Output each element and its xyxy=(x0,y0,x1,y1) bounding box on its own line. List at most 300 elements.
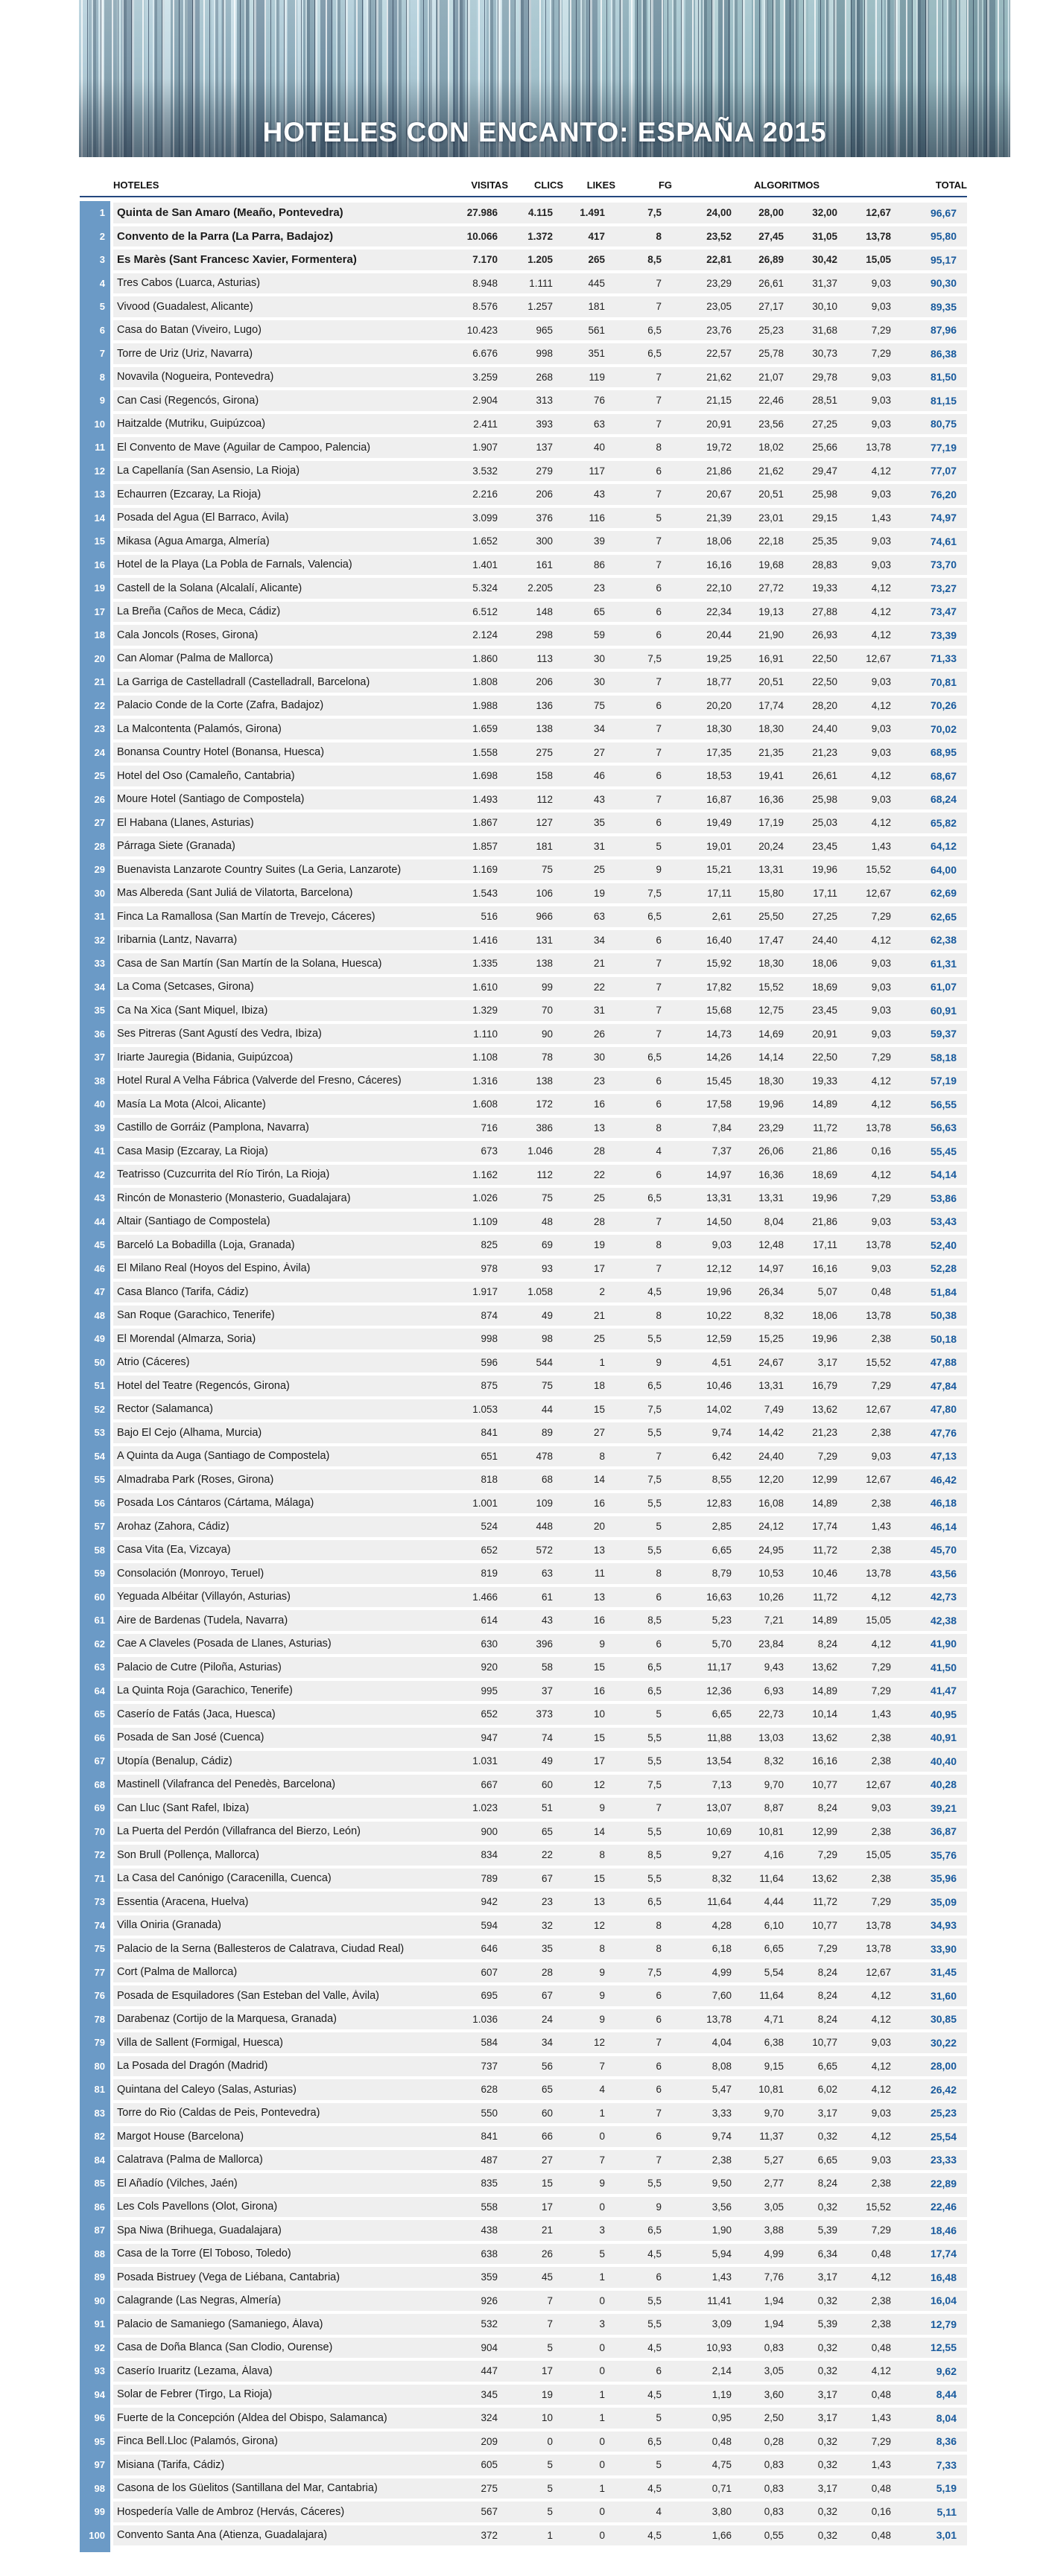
total-cell: 64,00 xyxy=(930,863,957,876)
clics-cell: 131 xyxy=(536,934,553,946)
fg-cell: 7 xyxy=(656,723,662,735)
algoritmo-cell: 14,42 xyxy=(758,1427,784,1439)
fg-cell: 7 xyxy=(656,2154,662,2166)
hotel-name-cell: Finca Bell.Lloc (Palamós, Girona) xyxy=(117,2435,278,2448)
clics-cell: 7 xyxy=(547,2318,553,2330)
algoritmo-cell: 23,29 xyxy=(758,1122,784,1133)
rank-cell: 47 xyxy=(80,1280,110,1304)
total-cell: 3,01 xyxy=(936,2529,957,2542)
fg-cell: 8 xyxy=(656,230,662,242)
hotel-name-cell: El Morendal (Almarza, Soria) xyxy=(117,1332,256,1345)
clics-cell: 69 xyxy=(541,1239,553,1251)
likes-cell: 59 xyxy=(593,629,605,641)
fg-cell: 8 xyxy=(656,1568,662,1580)
visitas-cell: 995 xyxy=(481,1685,498,1696)
table-row xyxy=(80,1139,967,1163)
clics-cell: 313 xyxy=(536,395,553,407)
algoritmo-cell: 6,02 xyxy=(817,2084,837,2096)
fg-cell: 7,5 xyxy=(647,887,662,899)
row-cells xyxy=(113,2220,967,2241)
hotel-name-cell: Hotel del Teatre (Regencós, Girona) xyxy=(117,1379,290,1392)
fg-cell: 7,5 xyxy=(647,207,662,219)
algoritmo-cell: 18,02 xyxy=(758,442,784,454)
algoritmo-cell: 13,07 xyxy=(706,1802,732,1814)
algoritmo-cell: 9,03 xyxy=(871,1262,891,1274)
algoritmo-cell: 3,17 xyxy=(817,1356,837,1368)
algoritmo-cell: 0,83 xyxy=(764,2482,784,2494)
algoritmo-cell: 16,16 xyxy=(812,1755,837,1767)
algoritmo-cell: 25,03 xyxy=(812,817,837,829)
hotel-name-cell: Casa de la Torre (El Toboso, Toledo) xyxy=(117,2248,291,2260)
clics-cell: 206 xyxy=(536,676,553,688)
rank-cell: 29 xyxy=(80,858,110,882)
algoritmo-cell: 24,12 xyxy=(758,1521,784,1533)
table-row xyxy=(80,1093,967,1116)
table-row xyxy=(80,1914,967,1938)
algoritmo-cell: 2,77 xyxy=(764,2178,784,2189)
fg-cell: 7 xyxy=(656,1005,662,1017)
algoritmo-cell: 24,67 xyxy=(758,1356,784,1368)
visitas-cell: 2.216 xyxy=(472,489,498,500)
algoritmo-cell: 13,78 xyxy=(866,1239,891,1251)
algoritmo-cell: 18,06 xyxy=(812,1309,837,1321)
algoritmo-cell: 14,97 xyxy=(758,1262,784,1274)
table-row xyxy=(80,2125,967,2149)
clics-cell: 22 xyxy=(541,1849,553,1861)
likes-cell: 18 xyxy=(593,1380,605,1392)
table-row xyxy=(80,647,967,671)
visitas-cell: 1.857 xyxy=(472,840,498,852)
algoritmo-cell: 2,38 xyxy=(871,1825,891,1837)
total-cell: 52,40 xyxy=(930,1238,957,1251)
visitas-cell: 1.001 xyxy=(472,1497,498,1509)
rank-cell: 48 xyxy=(80,1304,110,1328)
hotel-name-cell: Casa de Doña Blanca (San Clodio, Ourense) xyxy=(117,2341,333,2354)
clics-cell: 138 xyxy=(536,958,553,970)
total-cell: 28,00 xyxy=(930,2060,957,2073)
algoritmo-cell: 10,81 xyxy=(758,1825,784,1837)
fg-cell: 7 xyxy=(656,958,662,970)
visitas-cell: 7.170 xyxy=(472,254,498,266)
hotel-name-cell: Darabenaz (Cortijo de la Marquesa, Granada) xyxy=(117,2013,337,2026)
algoritmo-cell: 0,55 xyxy=(764,2529,784,2541)
algoritmo-cell: 15,52 xyxy=(866,864,891,876)
likes-cell: 13 xyxy=(593,1896,605,1908)
algoritmo-cell: 10,22 xyxy=(706,1309,732,1321)
table-row xyxy=(80,2055,967,2079)
algoritmo-cell: 4,12 xyxy=(871,1638,891,1650)
likes-cell: 63 xyxy=(593,418,605,430)
table-row xyxy=(80,2430,967,2454)
hotel-name-cell: Atrio (Cáceres) xyxy=(117,1356,190,1369)
algoritmo-cell: 23,52 xyxy=(706,230,732,242)
hotel-name-cell: Buenavista Lanzarote Country Suites (La Geria, Lanzarote) xyxy=(117,863,402,876)
algoritmo-cell: 9,03 xyxy=(871,2037,891,2049)
visitas-cell: 1.867 xyxy=(472,817,498,829)
clics-cell: 60 xyxy=(541,1778,553,1790)
clics-cell: 112 xyxy=(536,1168,553,1180)
total-cell: 17,74 xyxy=(930,2248,957,2260)
rank-cell: 34 xyxy=(80,976,110,999)
algoritmo-cell: 10,26 xyxy=(758,1591,784,1603)
table-row xyxy=(80,1961,967,1985)
total-cell: 71,33 xyxy=(930,652,957,665)
algoritmo-cell: 8,24 xyxy=(817,1990,837,2002)
rank-cell: 11 xyxy=(80,436,110,459)
clics-cell: 10 xyxy=(541,2412,553,2424)
visitas-cell: 2.124 xyxy=(472,629,498,641)
table-row xyxy=(80,1116,967,1140)
table-row xyxy=(80,459,967,483)
rank-cell: 58 xyxy=(80,1539,110,1562)
algoritmo-cell: 4,12 xyxy=(871,629,891,641)
likes-cell: 561 xyxy=(588,324,605,336)
total-cell: 43,56 xyxy=(930,1567,957,1580)
rank-cell: 100 xyxy=(80,2524,110,2548)
row-cells xyxy=(113,766,967,786)
fg-cell: 5,5 xyxy=(647,1872,662,1884)
rank-cell: 9 xyxy=(80,389,110,413)
hotel-name-cell: Convento Santa Ana (Atienza, Guadalajara) xyxy=(117,2529,328,2542)
total-cell: 16,04 xyxy=(930,2294,957,2307)
clics-cell: 75 xyxy=(541,1192,553,1204)
hotel-name-cell: Rector (Salamanca) xyxy=(117,1403,213,1416)
total-cell: 76,20 xyxy=(930,488,957,500)
total-cell: 68,24 xyxy=(930,793,957,806)
rank-cell: 56 xyxy=(80,1492,110,1516)
algoritmo-cell: 5,47 xyxy=(711,2084,732,2096)
algoritmo-cell: 9,03 xyxy=(871,1005,891,1017)
fg-cell: 7 xyxy=(656,2037,662,2049)
table-row xyxy=(80,1445,967,1469)
algoritmo-cell: 3,17 xyxy=(817,2412,837,2424)
likes-cell: 16 xyxy=(593,1685,605,1696)
total-cell: 16,48 xyxy=(930,2271,957,2283)
total-cell: 8,36 xyxy=(936,2435,957,2448)
hotel-name-cell: A Quinta da Auga (Santiago de Compostela) xyxy=(117,1450,330,1463)
clics-cell: 1.372 xyxy=(527,230,553,242)
algoritmo-cell: 16,87 xyxy=(706,793,732,805)
clics-cell: 28 xyxy=(541,1966,553,1978)
table-row xyxy=(80,1023,967,1046)
algoritmo-cell: 10,46 xyxy=(812,1568,837,1580)
rank-cell: 13 xyxy=(80,483,110,506)
algoritmo-cell: 26,61 xyxy=(812,770,837,782)
hotel-name-cell: Iriarte Jauregia (Bidania, Guipúzcoa) xyxy=(117,1051,294,1063)
fg-cell: 5,5 xyxy=(647,1731,662,1743)
algoritmo-cell: 12,59 xyxy=(706,1333,732,1345)
algoritmo-cell: 11,72 xyxy=(813,1591,837,1603)
algoritmo-cell: 0,32 xyxy=(817,2529,837,2541)
total-cell: 47,88 xyxy=(930,1356,957,1369)
algoritmo-cell: 4,12 xyxy=(871,1098,891,1110)
algoritmo-cell: 12,67 xyxy=(866,207,891,219)
algoritmo-cell: 0,71 xyxy=(711,2482,732,2494)
row-cells xyxy=(113,414,967,435)
rank-cell: 19 xyxy=(80,576,110,600)
algoritmo-cell: 0,83 xyxy=(764,2341,784,2353)
rank-cell: 22 xyxy=(80,694,110,718)
algoritmo-cell: 7,84 xyxy=(711,1122,732,1133)
algoritmo-cell: 23,05 xyxy=(706,301,732,313)
rank-cell: 10 xyxy=(80,413,110,436)
algoritmo-cell: 1,90 xyxy=(711,2224,732,2236)
fg-cell: 5,5 xyxy=(647,1544,662,1556)
algoritmo-cell: 1,43 xyxy=(871,840,891,852)
total-cell: 45,70 xyxy=(930,1544,957,1556)
algoritmo-cell: 13,78 xyxy=(866,1568,891,1580)
total-cell: 26,42 xyxy=(930,2083,957,2096)
total-cell: 90,30 xyxy=(930,277,957,290)
table-row xyxy=(80,2172,967,2195)
clics-cell: 75 xyxy=(541,1380,553,1392)
hotel-name-cell: Ca Na Xica (Sant Miquel, Ibiza) xyxy=(117,1004,268,1017)
clics-cell: 67 xyxy=(541,1990,553,2002)
row-cells xyxy=(113,1165,967,1186)
row-cells xyxy=(113,1376,967,1396)
table-row xyxy=(80,811,967,835)
rank-cell: 76 xyxy=(80,1984,110,2008)
algoritmo-cell: 1,43 xyxy=(871,2412,891,2424)
table-row xyxy=(80,1280,967,1304)
clics-cell: 113 xyxy=(536,652,553,664)
total-cell: 80,75 xyxy=(930,418,957,430)
table-row xyxy=(80,483,967,506)
algoritmo-cell: 21,07 xyxy=(758,371,784,383)
row-cells xyxy=(113,2291,967,2312)
row-cells xyxy=(113,1563,967,1584)
likes-cell: 3 xyxy=(599,2224,605,2236)
algoritmo-cell: 11,41 xyxy=(707,2294,732,2306)
rank-cell: 78 xyxy=(80,2008,110,2032)
fg-cell: 8 xyxy=(656,1239,662,1251)
algoritmo-cell: 31,05 xyxy=(812,230,837,242)
visitas-cell: 567 xyxy=(481,2506,498,2518)
visitas-cell: 372 xyxy=(481,2529,498,2541)
hotel-name-cell: Moure Hotel (Santiago de Compostela) xyxy=(117,793,305,806)
algoritmo-cell: 7,29 xyxy=(817,1450,837,1462)
total-cell: 50,18 xyxy=(930,1332,957,1345)
likes-cell: 10 xyxy=(593,1708,605,1720)
likes-cell: 31 xyxy=(593,840,605,852)
algoritmo-cell: 28,20 xyxy=(812,699,837,711)
clics-cell: 109 xyxy=(536,1497,553,1509)
algoritmo-cell: 7,29 xyxy=(817,1849,837,1861)
table-row xyxy=(80,600,967,624)
rank-cell: 71 xyxy=(80,1867,110,1891)
algoritmo-cell: 0,28 xyxy=(764,2435,784,2447)
algoritmo-cell: 6,65 xyxy=(711,1708,732,1720)
row-cells xyxy=(113,2103,967,2124)
hotel-name-cell: Villa Oniria (Granada) xyxy=(117,1919,221,1932)
clics-cell: 58 xyxy=(541,1661,553,1673)
fg-cell: 7 xyxy=(656,1215,662,1227)
algoritmo-cell: 23,76 xyxy=(706,324,732,336)
rank-cell: 82 xyxy=(80,2125,110,2149)
clics-cell: 5 xyxy=(547,2459,553,2471)
row-cells xyxy=(113,1469,967,1490)
algoritmo-cell: 2,38 xyxy=(871,1333,891,1345)
rank-cell: 1 xyxy=(80,201,110,225)
rank-cell: 81 xyxy=(80,2078,110,2102)
fg-cell: 8,5 xyxy=(647,254,662,266)
clics-cell: 78 xyxy=(541,1052,553,1063)
algoritmo-cell: 19,96 xyxy=(812,1192,837,1204)
algoritmo-cell: 12,20 xyxy=(758,1474,784,1486)
clics-cell: 27 xyxy=(541,2154,553,2166)
visitas-cell: 841 xyxy=(481,2131,498,2143)
algoritmo-cell: 18,30 xyxy=(706,723,732,735)
row-cells xyxy=(113,203,967,223)
row-cells xyxy=(113,2455,967,2475)
column-header-fg: FG xyxy=(658,179,672,191)
visitas-cell: 1.466 xyxy=(472,1591,498,1603)
row-cells xyxy=(113,2056,967,2077)
rank-cell: 90 xyxy=(80,2289,110,2313)
algoritmo-cell: 12,12 xyxy=(706,1262,732,1274)
fg-cell: 9 xyxy=(656,2201,662,2213)
hotel-name-cell: Palacio de Cutre (Piloña, Asturias) xyxy=(117,1661,282,1673)
row-cells xyxy=(113,2314,967,2335)
rank-cell: 25 xyxy=(80,764,110,788)
table-row xyxy=(80,1773,967,1797)
likes-cell: 23 xyxy=(593,582,605,594)
likes-cell: 7 xyxy=(599,2060,605,2072)
clics-cell: 19 xyxy=(541,2388,553,2400)
algoritmo-cell: 6,18 xyxy=(711,1943,732,1955)
visitas-cell: 1.036 xyxy=(472,2013,498,2025)
algoritmo-cell: 18,77 xyxy=(706,676,732,688)
hotel-name-cell: Can Casi (Regencós, Girona) xyxy=(117,394,259,407)
algoritmo-cell: 14,89 xyxy=(812,1098,837,1110)
clics-cell: 65 xyxy=(541,1825,553,1837)
visitas-cell: 652 xyxy=(481,1708,498,1720)
rank-cell: 63 xyxy=(80,1656,110,1679)
algoritmo-cell: 18,30 xyxy=(758,1075,784,1087)
table-row xyxy=(80,2500,967,2524)
algoritmo-cell: 22,18 xyxy=(758,535,784,547)
rank-cell: 33 xyxy=(80,952,110,976)
total-cell: 64,12 xyxy=(930,840,957,853)
algoritmo-cell: 2,38 xyxy=(871,1731,891,1743)
fg-cell: 7,5 xyxy=(647,1474,662,1486)
rank-cell: 39 xyxy=(80,1116,110,1140)
algoritmo-cell: 28,51 xyxy=(812,395,837,407)
visitas-cell: 835 xyxy=(481,2178,498,2189)
hotel-name-cell: Posada del Agua (El Barraco, Ávila) xyxy=(117,512,289,524)
hotel-name-cell: La Malcontenta (Palamós, Girona) xyxy=(117,722,282,735)
row-cells xyxy=(113,1235,967,1256)
table-row xyxy=(80,1186,967,1210)
algoritmo-cell: 6,65 xyxy=(817,2060,837,2072)
rank-cell: 65 xyxy=(80,1702,110,1726)
row-cells xyxy=(113,320,967,341)
row-cells xyxy=(113,1985,967,2006)
total-cell: 35,09 xyxy=(930,1895,957,1908)
likes-cell: 15 xyxy=(593,1872,605,1884)
fg-cell: 7 xyxy=(656,676,662,688)
hotel-name-cell: Torre do Rio (Caldas de Peis, Pontevedra) xyxy=(117,2107,320,2119)
algoritmo-cell: 17,58 xyxy=(706,1098,732,1110)
rank-cell: 31 xyxy=(80,905,110,929)
hotel-name-cell: Quinta de San Amaro (Meaño, Pontevedra) xyxy=(117,206,343,220)
likes-cell: 39 xyxy=(593,535,605,547)
clics-cell: 23 xyxy=(541,1896,553,1908)
clics-cell: 51 xyxy=(541,1802,553,1814)
hotel-name-cell: La Breña (Caños de Meca, Cádiz) xyxy=(117,605,281,618)
table-row xyxy=(80,1796,967,1820)
rank-cell: 77 xyxy=(80,1961,110,1985)
fg-cell: 5 xyxy=(656,1708,662,1720)
table-row xyxy=(80,717,967,741)
total-cell: 70,02 xyxy=(930,722,957,735)
algoritmo-cell: 8,32 xyxy=(764,1755,784,1767)
fg-cell: 7 xyxy=(656,371,662,383)
algoritmo-cell: 21,86 xyxy=(812,1145,837,1157)
fg-cell: 8 xyxy=(656,442,662,454)
algoritmo-cell: 24,00 xyxy=(706,207,732,219)
clics-cell: 26 xyxy=(541,2248,553,2259)
table-row xyxy=(80,1304,967,1328)
algoritmo-cell: 2,85 xyxy=(711,1521,732,1533)
row-cells xyxy=(113,1540,967,1561)
algoritmo-cell: 0,95 xyxy=(711,2412,732,2424)
algoritmo-cell: 19,96 xyxy=(706,1286,732,1298)
rank-cell: 15 xyxy=(80,529,110,553)
hotel-name-cell: Posada de San José (Cuenca) xyxy=(117,1731,264,1744)
rank-cell: 53 xyxy=(80,1421,110,1445)
fg-cell: 7 xyxy=(656,1262,662,1274)
table-row xyxy=(80,1890,967,1914)
algoritmo-cell: 8,79 xyxy=(711,1568,732,1580)
algoritmo-cell: 2,38 xyxy=(871,1497,891,1509)
row-cells xyxy=(113,2408,967,2429)
total-cell: 7,33 xyxy=(936,2458,957,2471)
rank-cell: 46 xyxy=(80,1257,110,1281)
algoritmo-cell: 20,44 xyxy=(706,629,732,641)
table-row xyxy=(80,2242,967,2266)
algoritmo-cell: 0,48 xyxy=(871,1286,891,1298)
algoritmo-cell: 30,73 xyxy=(812,348,837,360)
visitas-cell: 942 xyxy=(481,1896,498,1908)
likes-cell: 2 xyxy=(599,1286,605,1298)
likes-cell: 22 xyxy=(593,981,605,993)
clics-cell: 70 xyxy=(541,1005,553,1017)
algoritmo-cell: 2,38 xyxy=(871,1755,891,1767)
row-cells xyxy=(113,555,967,576)
hotel-name-cell: Calagrande (Las Negras, Almería) xyxy=(117,2294,282,2307)
visitas-cell: 652 xyxy=(481,1544,498,1556)
hotel-name-cell: Castillo de Gorráiz (Pamplona, Navarra) xyxy=(117,1122,309,1134)
hotel-name-cell: Hotel de la Playa (La Pobla de Farnals, Valencia) xyxy=(117,559,352,571)
algoritmo-cell: 2,14 xyxy=(711,2365,732,2377)
total-cell: 70,81 xyxy=(930,675,957,688)
visitas-cell: 841 xyxy=(481,1427,498,1439)
fg-cell: 6 xyxy=(656,1591,662,1603)
fg-cell: 6 xyxy=(656,1168,662,1180)
algoritmo-cell: 6,65 xyxy=(711,1544,732,1556)
table-row xyxy=(80,1374,967,1398)
likes-cell: 13 xyxy=(593,1122,605,1133)
clics-cell: 34 xyxy=(541,2037,553,2049)
table-row xyxy=(80,882,967,906)
total-cell: 54,14 xyxy=(930,1168,957,1181)
row-cells xyxy=(113,2361,967,2382)
algoritmo-cell: 10,53 xyxy=(758,1568,784,1580)
row-cells xyxy=(113,2432,967,2452)
fg-cell: 6 xyxy=(656,817,662,829)
algoritmo-cell: 8,32 xyxy=(764,1309,784,1321)
